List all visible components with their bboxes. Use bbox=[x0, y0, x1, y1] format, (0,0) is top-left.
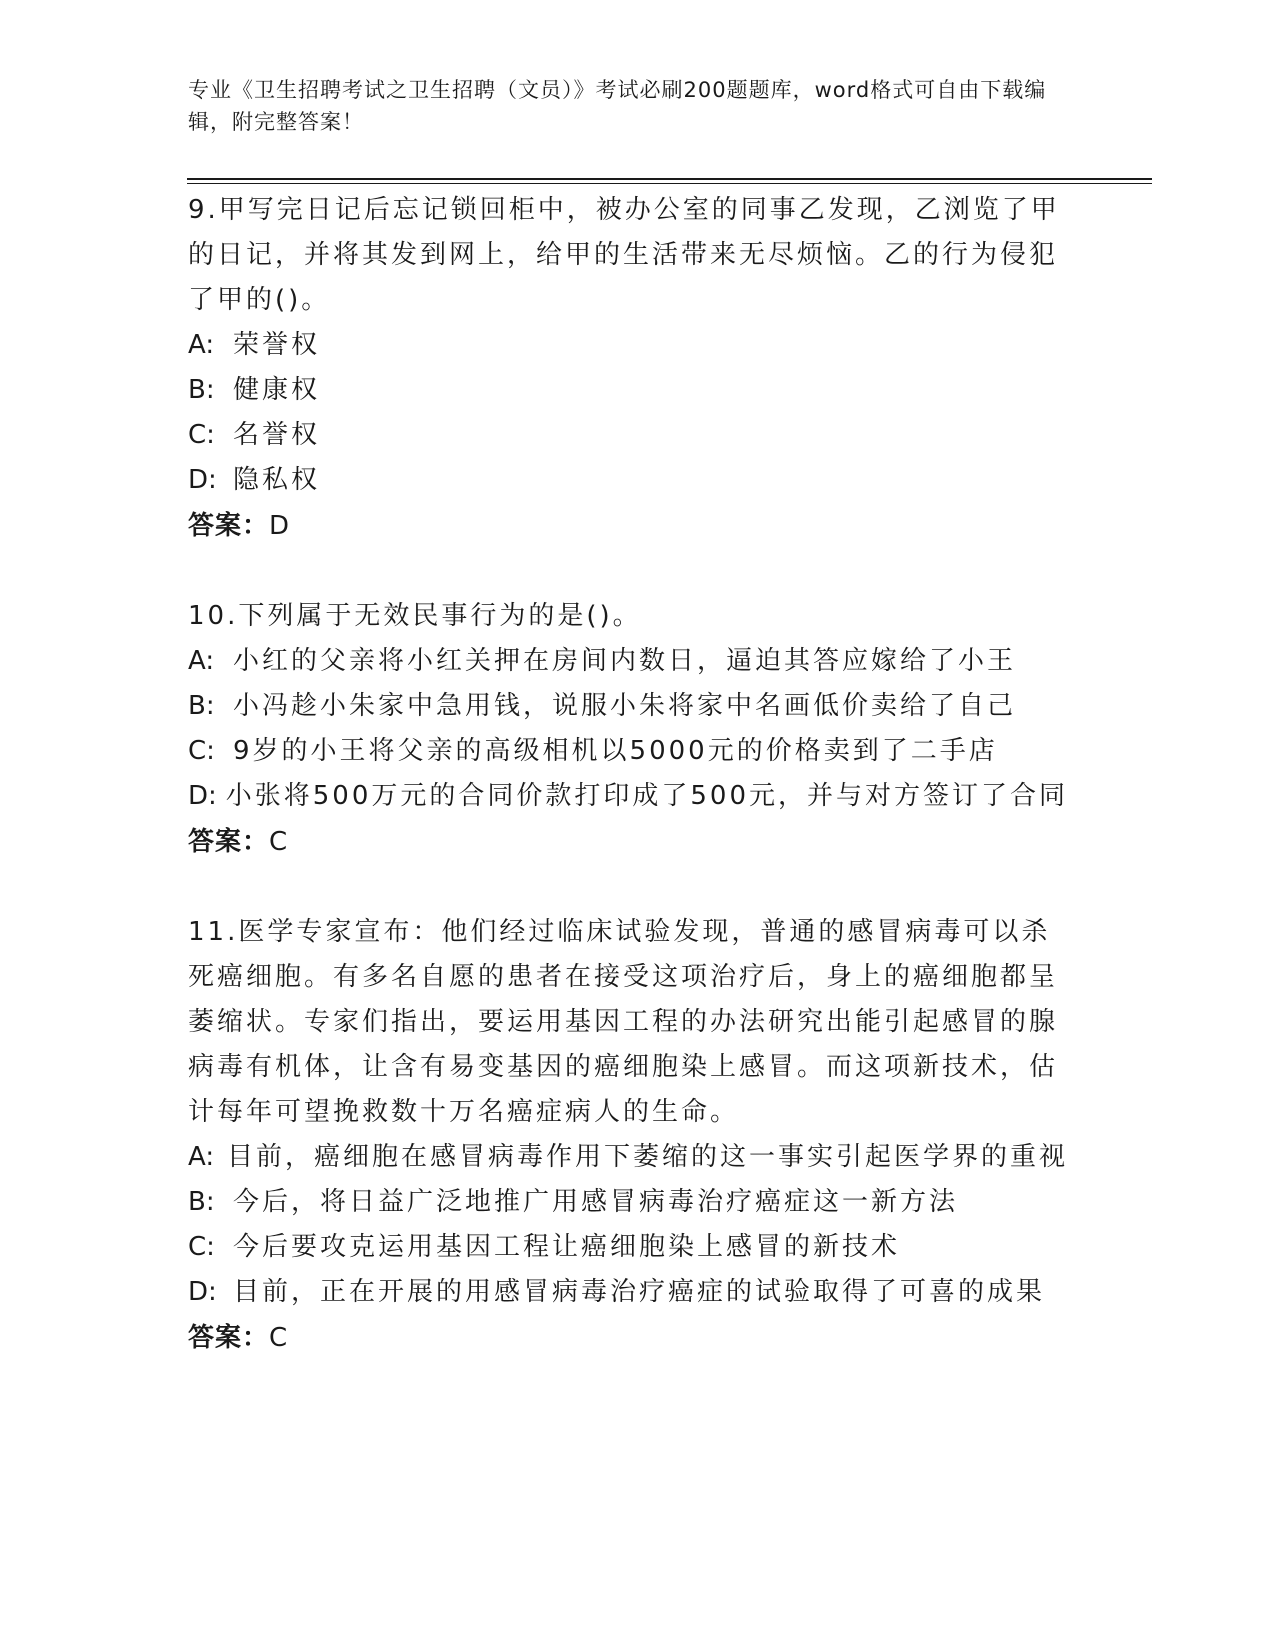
question-stem: 10.下列属于无效民事行为的是()。 bbox=[188, 601, 642, 631]
answer-value: C bbox=[269, 827, 289, 857]
option-text: 荣誉权 bbox=[233, 330, 321, 360]
option-c bbox=[188, 729, 1068, 774]
option-label: B: bbox=[188, 375, 215, 405]
question-stem: 9.甲写完日记后忘记锁回柜中，被办公室的同事乙发现，乙浏览了甲的日记，并将其发到网上，给甲的生活带来无尽烦恼。乙的行为侵犯了甲的()。 bbox=[188, 195, 1060, 315]
option-text: 名誉权 bbox=[233, 420, 321, 450]
document-header: 专业《卫生招聘考试之卫生招聘（文员）》考试必刷200题题库，word格式可自由下载编辑，附完整答案！ bbox=[188, 78, 1047, 134]
question-9 bbox=[188, 188, 1068, 549]
option-d bbox=[188, 774, 1068, 819]
question-11 bbox=[188, 910, 1068, 1361]
option-d bbox=[188, 458, 1068, 503]
option-text: 今后要攻克运用基因工程让癌细胞染上感冒的新技术 bbox=[233, 1232, 901, 1262]
option-label: D: bbox=[188, 781, 217, 811]
option-label: B: bbox=[188, 691, 215, 721]
option-text: 今后，将日益广泛地推广用感冒病毒治疗癌症这一新方法 bbox=[233, 1187, 959, 1217]
header-rule-thin bbox=[187, 183, 1152, 184]
option-label: A: bbox=[188, 1142, 215, 1172]
answer-label: 答案： bbox=[188, 1323, 270, 1353]
option-label: A: bbox=[188, 330, 215, 360]
option-text: 健康权 bbox=[233, 375, 321, 405]
option-text: 隐私权 bbox=[233, 465, 321, 495]
option-b bbox=[188, 368, 1068, 413]
option-d bbox=[188, 1270, 1068, 1315]
answer-line bbox=[188, 819, 1068, 865]
answer-value: C bbox=[269, 1323, 289, 1353]
question-stem: 11.医学专家宣布：他们经过临床试验发现，普通的感冒病毒可以杀死癌细胞。有多名自愿的患者在接受这项治疗后，身上的癌细胞都呈萎缩状。专家们指出，要运用基因工程的办法研究出能引起感冒的腺病毒有机体，让含有易变基因的癌细胞染上感冒。而这项新技术，估计每年可望挽救数十万名癌症病人的生命。 bbox=[188, 917, 1059, 1127]
answer-value: D bbox=[269, 511, 291, 541]
answer-label: 答案： bbox=[188, 511, 270, 541]
header-rule-thick bbox=[187, 178, 1152, 180]
option-label: C: bbox=[188, 420, 215, 450]
question-10 bbox=[188, 594, 1068, 865]
answer-line bbox=[188, 1315, 1068, 1361]
option-label: C: bbox=[188, 736, 215, 766]
option-c bbox=[188, 1225, 1068, 1270]
option-label: D: bbox=[188, 465, 217, 495]
option-b bbox=[188, 1180, 1068, 1225]
option-b bbox=[188, 684, 1068, 729]
option-text: 目前，癌细胞在感冒病毒作用下萎缩的这一事实引起医学界的重视 bbox=[226, 1142, 1068, 1172]
option-text: 小冯趁小朱家中急用钱，说服小朱将家中名画低价卖给了自己 bbox=[233, 691, 1017, 721]
option-text: 小张将500万元的合同价款打印成了500元，并与对方签订了合同 bbox=[225, 781, 1068, 811]
option-text: 目前，正在开展的用感冒病毒治疗癌症的试验取得了可喜的成果 bbox=[233, 1277, 1046, 1307]
option-c bbox=[188, 413, 1068, 458]
option-text: 9岁的小王将父亲的高级相机以5000元的价格卖到了二手店 bbox=[233, 736, 998, 766]
option-text: 小红的父亲将小红关押在房间内数日，逼迫其答应嫁给了小王 bbox=[233, 646, 1017, 676]
option-a bbox=[188, 639, 1068, 684]
option-label: B: bbox=[188, 1187, 215, 1217]
option-label: A: bbox=[188, 646, 215, 676]
option-label: D: bbox=[188, 1277, 217, 1307]
option-a bbox=[188, 323, 1068, 368]
answer-line bbox=[188, 503, 1068, 549]
option-a bbox=[188, 1135, 1068, 1180]
answer-label: 答案： bbox=[188, 827, 270, 857]
question-list bbox=[188, 188, 1068, 1406]
option-label: C: bbox=[188, 1232, 215, 1262]
